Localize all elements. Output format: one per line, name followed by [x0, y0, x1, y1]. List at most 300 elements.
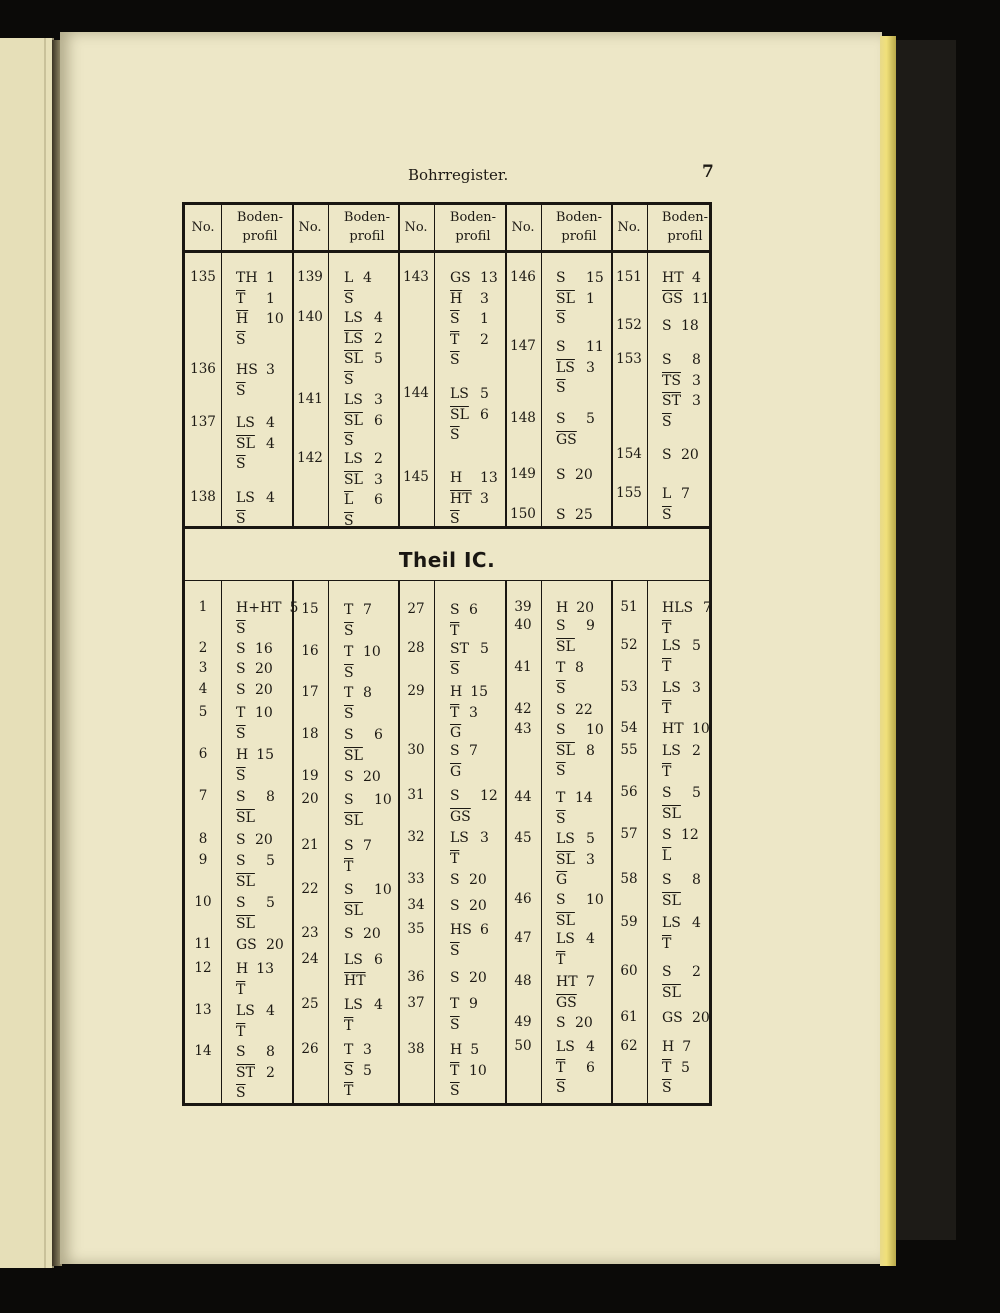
lower-entry-number: 31 — [407, 787, 425, 803]
upper-entry-number: 152 — [616, 317, 642, 333]
soil-type: $\overline{L}$ — [662, 847, 672, 864]
lower-entry-number: 56 — [620, 784, 638, 800]
soil-type: S — [662, 827, 672, 843]
lower-entry-profile — [344, 836, 372, 877]
soil-type: $\overline{S}$ — [556, 763, 566, 779]
soil-type: S — [344, 792, 354, 808]
lower-entry-number: 54 — [620, 720, 638, 736]
layer-depth: 12 — [681, 827, 699, 843]
column-rule — [647, 580, 648, 1104]
profile-layer — [662, 289, 710, 310]
soil-type: LS — [344, 997, 363, 1013]
soil-type: S — [450, 602, 460, 618]
soil-type: $\overline{SL}$ — [344, 412, 363, 429]
layer-depth: 5 — [692, 638, 701, 654]
soil-type: $\overline{S}$ — [344, 705, 354, 722]
soil-type: H — [556, 600, 569, 616]
header-bodenprofil — [550, 202, 608, 252]
header-bodenprofil-line1: Boden- — [661, 210, 709, 225]
soil-type: $\overline{T}$ — [236, 981, 246, 998]
lower-entry-profile — [556, 929, 595, 970]
lower-entry-number: 50 — [514, 1038, 532, 1054]
lower-entry-number: 19 — [301, 768, 319, 784]
profile-layer — [236, 434, 275, 455]
layer-depth: 5 — [692, 785, 701, 801]
soil-type: $\overline{LS}$ — [556, 359, 575, 376]
profile-layer — [556, 761, 604, 782]
lower-entry-profile — [662, 741, 701, 782]
soil-type: $\overline{ST}$ — [662, 393, 681, 409]
soil-type: $\overline{T}$ — [556, 1059, 566, 1076]
lower-entry-number: 32 — [407, 829, 425, 845]
lower-entry-number: 12 — [194, 960, 212, 976]
layer-depth: 4 — [363, 270, 372, 286]
profile-layer — [662, 804, 701, 825]
layer-depth: 6 — [374, 412, 383, 429]
soil-type: $\overline{T}$ — [662, 658, 672, 675]
upper-entry-profile — [236, 413, 275, 475]
profile-layer — [662, 762, 701, 783]
header-rule — [182, 250, 712, 253]
lower-entry-profile — [236, 703, 273, 744]
layer-depth: 1 — [266, 270, 275, 286]
layer-depth: 10 — [469, 1062, 487, 1079]
soil-type: LS — [344, 310, 363, 326]
soil-type: S — [556, 467, 566, 483]
lower-entry-profile — [556, 972, 595, 1013]
soil-type: S — [556, 339, 566, 355]
profile-layer — [344, 1081, 372, 1102]
soil-type: S — [662, 447, 672, 463]
soil-type: S — [450, 788, 460, 804]
soil-type: LS — [450, 386, 469, 402]
profile-layer — [344, 621, 372, 642]
profile-layer — [344, 600, 372, 621]
header-bodenprofil-line2: profil — [455, 229, 491, 244]
soil-type: $\overline{T}$ — [450, 850, 460, 867]
soil-type: $\overline{S}$ — [344, 664, 354, 681]
soil-type: LS — [236, 490, 255, 506]
profile-layer — [662, 699, 701, 720]
soil-type: $\overline{SL}$ — [236, 873, 255, 890]
profile-layer — [556, 1078, 595, 1099]
upper-entry-number: 155 — [616, 485, 642, 501]
soil-type: S — [344, 769, 354, 785]
layer-depth: 20 — [363, 926, 381, 942]
profile-layer — [450, 1081, 487, 1102]
profile-layer — [344, 390, 383, 411]
profile-layer — [344, 767, 381, 788]
lower-entry-profile — [556, 890, 604, 931]
soil-type: LS — [344, 392, 363, 408]
upper-entry-number: 153 — [616, 351, 642, 367]
column-rule — [221, 204, 222, 526]
lower-entry-profile — [344, 924, 381, 945]
layer-depth: 10 — [374, 792, 392, 808]
layer-depth: 4 — [266, 415, 275, 431]
soil-type: S — [236, 661, 246, 677]
soil-type: S — [662, 318, 672, 334]
profile-layer — [556, 870, 595, 891]
layer-depth: 10 — [586, 892, 604, 908]
lower-entry-profile — [236, 659, 273, 680]
soil-type: $\overline{HT}$ — [450, 490, 472, 507]
upper-entry-profile — [450, 384, 489, 446]
layer-depth: 12 — [480, 788, 498, 804]
column-rule — [221, 580, 222, 1104]
profile-layer — [556, 788, 593, 809]
soil-type: $\overline{S}$ — [344, 290, 354, 307]
upper-entry-number: 140 — [297, 309, 323, 325]
soil-type: HS — [450, 922, 472, 938]
upper-entry-profile — [450, 268, 498, 371]
layer-depth: 4 — [374, 997, 383, 1013]
soil-type: $\overline{SL}$ — [556, 638, 575, 655]
soil-type: $\overline{SL}$ — [556, 912, 575, 929]
lower-entry-number: 39 — [514, 599, 532, 615]
soil-type: $\overline{S}$ — [236, 725, 246, 742]
header-no: No. — [511, 219, 535, 235]
lower-entry-profile — [344, 642, 381, 683]
lower-entry-profile — [556, 658, 584, 699]
lower-entry-profile — [236, 830, 273, 851]
layer-depth: 7 — [681, 486, 690, 502]
lower-entry-profile — [662, 636, 701, 677]
soil-type: T — [344, 1042, 354, 1058]
soil-type: $\overline{T}$ — [450, 1062, 460, 1079]
profile-layer — [450, 1015, 478, 1036]
profile-layer — [344, 268, 372, 289]
upper-entry-number: 148 — [510, 410, 536, 426]
profile-layer — [662, 678, 701, 699]
soil-type: $\overline{GS}$ — [556, 994, 577, 1011]
profile-layer — [662, 412, 701, 433]
layer-depth: 14 — [575, 790, 593, 806]
soil-type: $\overline{SL}$ — [556, 851, 575, 868]
profile-layer — [662, 445, 699, 466]
layer-depth: 5 — [363, 1062, 372, 1079]
upper-entry-number: 144 — [403, 385, 429, 401]
profile-layer — [662, 1037, 691, 1058]
lower-entry-number: 38 — [407, 1041, 425, 1057]
layer-depth: 3 — [374, 392, 383, 408]
layer-depth: 3 — [586, 851, 595, 868]
profile-layer — [556, 1058, 595, 1079]
layer-depth: 5 — [266, 853, 275, 869]
header-bodenprofil — [656, 202, 714, 252]
profile-layer — [662, 913, 701, 934]
lower-entry-number: 26 — [301, 1041, 319, 1057]
lower-entry-number: 1 — [198, 599, 208, 615]
soil-type: S — [450, 970, 460, 986]
soil-type: S — [236, 1044, 246, 1060]
upper-entry-number: 137 — [190, 414, 216, 430]
header-bodenprofil-line1: Boden- — [555, 210, 603, 225]
lower-entry-number: 41 — [514, 659, 532, 675]
layer-depth: 7 — [586, 974, 595, 990]
layer-depth: 5 — [586, 411, 595, 427]
soil-type: $\overline{S}$ — [344, 512, 354, 529]
profile-layer — [344, 642, 381, 663]
layer-depth: 5 — [289, 600, 299, 616]
lower-entry-profile — [450, 828, 489, 869]
soil-type: HT — [556, 974, 578, 990]
layer-depth: 20 — [692, 1010, 710, 1026]
section-rule-bottom — [182, 580, 712, 581]
soil-type: S — [556, 722, 566, 738]
lower-entry-number: 62 — [620, 1038, 638, 1054]
lower-entry-number: 22 — [301, 881, 319, 897]
lower-entry-profile — [450, 741, 478, 782]
profile-layer — [344, 1040, 372, 1061]
lower-entry-number: 3 — [198, 660, 208, 676]
profile-layer — [344, 836, 372, 857]
profile-layer — [236, 914, 275, 935]
lower-entry-profile — [344, 767, 381, 788]
lower-entry-profile — [344, 995, 383, 1036]
running-head: Bohrregister. — [408, 166, 509, 184]
layer-depth: 25 — [575, 507, 593, 523]
profile-layer — [344, 289, 372, 310]
lower-entry-profile — [236, 1042, 275, 1104]
profile-layer — [450, 1061, 487, 1082]
upper-entry-profile — [662, 350, 701, 432]
lower-entry-number: 23 — [301, 925, 319, 941]
soil-type: T — [556, 660, 566, 676]
soil-type: S — [556, 270, 566, 286]
profile-layer — [344, 971, 383, 992]
profile-layer — [344, 790, 392, 811]
profile-layer — [344, 995, 383, 1016]
lower-entry-number: 59 — [620, 914, 638, 930]
layer-depth: 20 — [255, 682, 273, 698]
layer-depth: 7 — [703, 600, 712, 616]
profile-layer — [344, 490, 383, 511]
soil-type: $\overline{S}$ — [450, 511, 460, 527]
layer-depth: 1 — [480, 311, 489, 327]
profile-layer — [450, 703, 488, 724]
layer-depth: 6 — [469, 602, 478, 618]
layer-depth: 2 — [374, 330, 383, 347]
profile-layer — [662, 636, 701, 657]
header-bodenprofil-line2: profil — [242, 229, 278, 244]
lower-entry-number: 21 — [301, 837, 319, 853]
soil-type: $\overline{T}$ — [450, 704, 460, 721]
soil-type: T — [236, 705, 246, 721]
layer-depth: 7 — [363, 602, 372, 618]
column-rule — [541, 204, 542, 526]
lower-entry-profile — [344, 880, 392, 921]
soil-type: $\overline{S}$ — [556, 810, 566, 827]
upper-entry-profile — [236, 360, 275, 401]
soil-type: $\overline{S}$ — [236, 1085, 246, 1101]
column-rule — [434, 204, 435, 526]
profile-layer — [344, 449, 383, 470]
soil-type: S — [236, 832, 246, 848]
layer-depth: 20 — [255, 832, 273, 848]
soil-type: S — [662, 352, 672, 368]
lower-entry-number: 28 — [407, 640, 425, 656]
lower-entry-profile — [662, 598, 712, 639]
column-rule — [647, 204, 648, 526]
profile-layer — [450, 1040, 487, 1061]
profile-layer — [556, 993, 595, 1014]
profile-layer — [662, 1008, 710, 1029]
soil-type: $\overline{S}$ — [450, 1083, 460, 1099]
soil-type: ST — [450, 641, 469, 657]
soil-type: $\overline{S}$ — [662, 506, 672, 523]
lower-entry-profile — [556, 1013, 593, 1034]
soil-type: $\overline{S}$ — [344, 622, 354, 639]
profile-layer — [344, 901, 392, 922]
soil-type: GS — [450, 270, 471, 286]
profile-layer — [236, 360, 275, 381]
layer-depth: 5 — [586, 831, 595, 847]
upper-entry-profile — [556, 465, 593, 486]
upper-entry-number: 145 — [403, 469, 429, 485]
profile-layer — [556, 700, 593, 721]
profile-layer — [662, 983, 701, 1004]
profile-layer — [344, 725, 383, 746]
layer-depth: 4 — [374, 310, 383, 326]
lower-entry-number: 20 — [301, 791, 319, 807]
profile-layer — [556, 378, 604, 399]
layer-depth: 8 — [692, 872, 701, 888]
upper-entry-profile — [236, 488, 275, 529]
profile-layer — [344, 924, 381, 945]
soil-type: T — [450, 996, 460, 1012]
profile-layer — [450, 741, 478, 762]
layer-depth: 9 — [469, 996, 478, 1012]
profile-layer — [450, 920, 489, 941]
soil-type: $\overline{S}$ — [450, 942, 460, 959]
layer-depth: 20 — [469, 872, 487, 888]
soil-type: LS — [662, 915, 681, 931]
soil-type: $\overline{T}$ — [662, 763, 672, 780]
upper-entry-profile — [344, 390, 383, 452]
layer-depth: 20 — [469, 898, 487, 914]
column-rule — [328, 204, 329, 526]
layer-depth: 8 — [575, 660, 584, 676]
profile-layer — [556, 911, 604, 932]
lower-entry-profile — [450, 896, 487, 917]
soil-type: T — [556, 790, 566, 806]
upper-entry-number: 149 — [510, 466, 536, 482]
profile-layer — [662, 846, 699, 867]
soil-type: S — [236, 641, 246, 657]
profile-layer — [662, 891, 701, 912]
profile-layer — [344, 880, 392, 901]
profile-layer — [662, 825, 699, 846]
upper-entry-number: 151 — [616, 269, 642, 285]
soil-type: $\overline{SL}$ — [662, 892, 681, 909]
soil-type: $\overline{SL}$ — [344, 747, 363, 764]
profile-layer — [236, 1022, 275, 1043]
profile-layer — [450, 600, 478, 621]
layer-depth: 3 — [363, 1042, 372, 1058]
group-rule — [292, 204, 294, 526]
layer-depth: 6 — [586, 1059, 595, 1076]
soil-type: $\overline{S}$ — [344, 1062, 354, 1079]
profile-layer — [236, 598, 298, 619]
soil-type: $\overline{T}$ — [236, 290, 246, 307]
lower-entry-number: 24 — [301, 951, 319, 967]
profile-layer — [450, 870, 487, 891]
lower-entry-number: 2 — [198, 640, 208, 656]
soil-type: $\overline{T}$ — [450, 331, 460, 348]
soil-type: $\overline{ST}$ — [236, 1064, 255, 1081]
lower-entry-profile — [344, 600, 372, 641]
profile-layer — [662, 350, 701, 371]
lower-entry-number: 47 — [514, 930, 532, 946]
profile-layer — [344, 329, 383, 350]
profile-layer — [556, 1037, 595, 1058]
page-edges — [880, 36, 896, 1266]
lower-entry-number: 57 — [620, 826, 638, 842]
profile-layer — [236, 959, 274, 980]
lower-entry-profile — [662, 1037, 691, 1099]
lower-entry-profile — [344, 1040, 372, 1102]
profile-layer — [236, 1042, 275, 1063]
soil-type: S — [344, 926, 354, 942]
layer-depth: 2 — [480, 331, 489, 348]
soil-type: $\overline{SL}$ — [236, 809, 255, 826]
layer-depth: 5 — [470, 1042, 480, 1058]
column-rule — [434, 580, 435, 1104]
layer-depth: 20 — [266, 937, 284, 953]
soil-type: $\overline{GS}$ — [450, 808, 471, 825]
profile-layer — [236, 703, 273, 724]
soil-type: $\overline{H}$ — [236, 311, 249, 327]
profile-layer — [662, 934, 701, 955]
profile-layer — [236, 488, 275, 509]
soil-type: $\overline{SL}$ — [450, 406, 469, 423]
soil-type: LS — [662, 680, 681, 696]
page-number: 7 — [702, 162, 714, 182]
soil-type: LS — [236, 415, 255, 431]
layer-depth: 2 — [374, 451, 383, 467]
layer-depth: 10 — [692, 721, 710, 737]
profile-layer — [450, 289, 498, 310]
profile-layer — [662, 870, 701, 891]
lower-entry-profile — [236, 851, 275, 892]
layer-depth: 2 — [692, 743, 701, 759]
upper-entry-number: 150 — [510, 506, 536, 522]
soil-type: TH — [236, 270, 258, 286]
layer-depth: 4 — [266, 1003, 275, 1019]
lower-entry-profile — [556, 1037, 595, 1099]
upper-entry-number: 138 — [190, 489, 216, 505]
profile-layer — [236, 413, 275, 434]
lower-entry-number: 55 — [620, 742, 638, 758]
layer-depth: 4 — [266, 490, 275, 506]
profile-layer — [450, 489, 498, 510]
layer-depth: 11 — [586, 339, 604, 355]
soil-type: $\overline{S}$ — [662, 1080, 672, 1096]
layer-depth: 3 — [469, 704, 478, 721]
layer-depth: 5 — [266, 895, 275, 911]
upper-entry-profile — [662, 268, 710, 309]
layer-depth: 18 — [681, 318, 699, 334]
profile-layer — [662, 741, 701, 762]
soil-type: S — [450, 872, 460, 888]
soil-type: S — [344, 727, 354, 743]
soil-type: $\overline{S}$ — [236, 767, 246, 784]
layer-depth: 3 — [480, 490, 489, 507]
profile-layer — [662, 391, 701, 412]
lower-entry-number: 9 — [198, 852, 208, 868]
soil-type: $\overline{S}$ — [344, 371, 354, 388]
